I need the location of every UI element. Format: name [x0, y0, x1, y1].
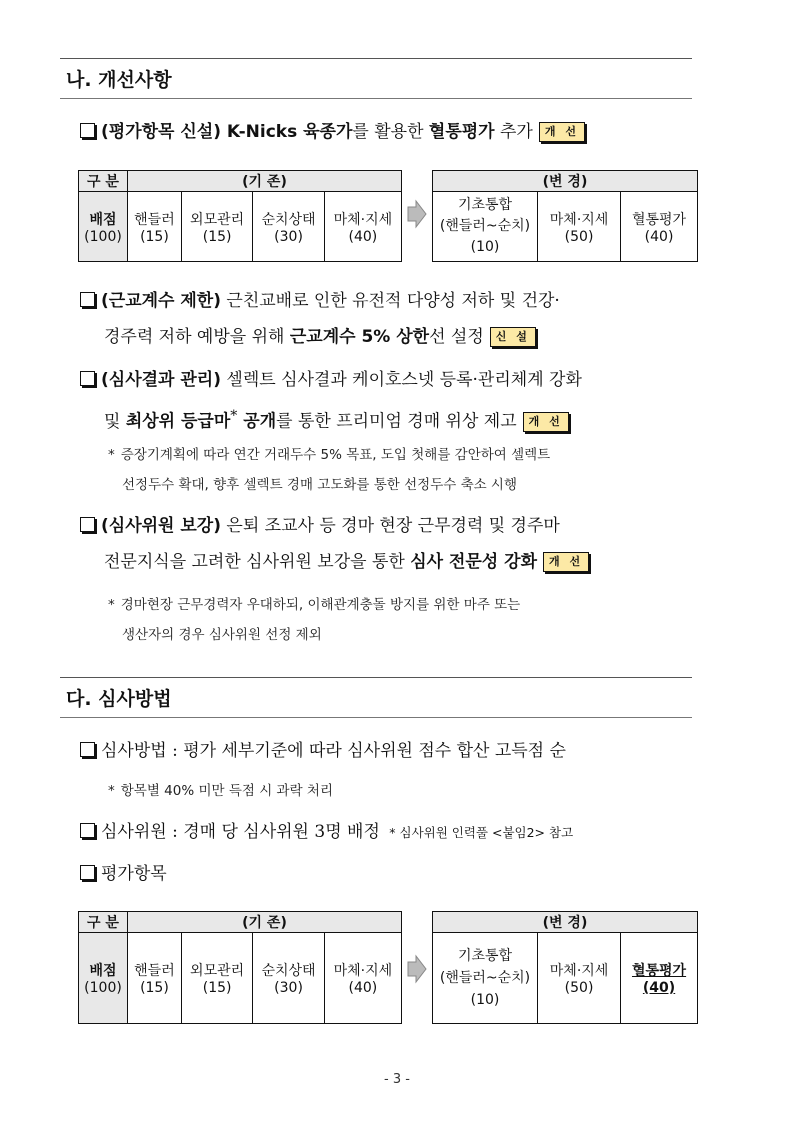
method-item-3: [80, 856, 702, 892]
score-cell: [79, 192, 128, 262]
note-asterisk: *: [108, 597, 115, 613]
note-text: 선정두수 확대, 향후 셀렉트 경매 고도화를 통한 선정두수 축소 시행: [122, 477, 518, 493]
item-text: 및: [104, 411, 126, 432]
col-name: 기초통합: [457, 197, 513, 213]
checkbox-bullet: [80, 292, 95, 307]
col-score: (40): [644, 228, 674, 245]
improvement-item-3: [80, 362, 702, 440]
badge-improve: 개 선: [543, 552, 589, 572]
item-bold: 최상위 등급마: [125, 411, 231, 432]
col-name: 혈통평가: [631, 211, 687, 228]
old-col-conformation: [324, 192, 401, 262]
score-total: (100): [84, 228, 122, 245]
col-score: (10): [470, 239, 500, 255]
table-gubun: 구 분: [79, 171, 128, 192]
col-name: 외모관리: [190, 211, 245, 228]
score-label: 배점: [89, 963, 117, 979]
col-score: (15): [140, 980, 169, 996]
new-col-basic: [433, 192, 538, 262]
new-col-basic: [433, 933, 538, 1024]
footnote-2: [108, 590, 703, 650]
col-name: 핸들러: [134, 963, 175, 979]
new-col-conformation: [538, 192, 621, 262]
footnote-mark: *: [230, 408, 238, 424]
new-col-pedigree-highlight: [621, 933, 698, 1024]
arrow-right-icon: [406, 954, 428, 984]
note-text: 증장기계획에 따라 연간 거래두수 5% 목표, 도입 첫해를 감안하여 셀렉트: [120, 447, 551, 463]
col-name: 마체·지세: [549, 211, 609, 228]
badge-new: 신 설: [490, 327, 536, 347]
col-score: (10): [470, 992, 500, 1008]
col-score: (30): [274, 980, 303, 996]
col-name: 마체·지세: [333, 211, 393, 228]
improvement-item-4: [80, 508, 702, 580]
new-col-pedigree: [621, 192, 698, 262]
note-asterisk: *: [108, 447, 115, 463]
item-bold: 심사 전문성 강화: [410, 552, 537, 572]
item-text: 를 통한 프리미엄 경매 위상 제고: [276, 411, 517, 432]
old-col-temper: [253, 192, 324, 262]
checkbox-bullet: [80, 517, 95, 532]
method-item-2: [80, 814, 702, 851]
old-col-handler: [128, 933, 182, 1024]
old-col-temper: [253, 933, 324, 1024]
col-name: 핸들러: [134, 211, 175, 228]
item-text: 평가항목: [101, 864, 167, 884]
col-name: 혈통평가: [631, 963, 687, 979]
col-score: (15): [202, 980, 232, 996]
checkbox-bullet: [80, 823, 95, 838]
item-text: 은퇴 조교사 등 경마 현장 근무경력 및 경주마: [221, 516, 560, 536]
item-text: 근친교배로 인한 유전적 다양성 저하 및 건강·: [221, 291, 560, 311]
item-lead: (심사결과 관리): [101, 370, 221, 390]
item-text: 전문지식을 고려한 심사위원 보강을 통한: [104, 552, 411, 572]
new-criteria-table: [432, 170, 698, 262]
improvement-item-1: [80, 114, 702, 150]
col-score: (40): [348, 980, 378, 996]
item-text: 심사위원 : 경매 당 심사위원 3명 배정: [101, 822, 380, 842]
arrow-right-icon: [406, 199, 428, 229]
old-col-conformation: [324, 933, 401, 1024]
col-name: 순치상태: [261, 211, 316, 228]
table-new-head: (변 경): [433, 912, 698, 933]
old-col-appearance: [181, 192, 252, 262]
item-text: 셀렉트 심사결과 케이호스넷 등록·관리체계 강화: [221, 370, 582, 390]
note-text: 경마현장 근무경력자 우대하되, 이해관계충돌 방지를 위한 마주 또는: [120, 597, 521, 613]
col-score: (40): [348, 228, 378, 245]
item-lead: (평가항목 신설) K-Nicks 육종가: [101, 122, 353, 142]
col-name: 마체·지세: [333, 963, 393, 979]
col-score: (50): [564, 228, 594, 245]
col-name: 순치상태: [261, 963, 316, 979]
old-criteria-table: [78, 170, 402, 262]
col-score: (15): [140, 228, 169, 245]
note-text: 생산자의 경우 심사위원 선정 제외: [122, 627, 322, 643]
old-col-appearance: [181, 933, 252, 1024]
col-name: 기초통합: [457, 948, 513, 964]
item-text: 선 설정: [429, 327, 484, 347]
item-text: 경주력 저하 예방을 위해: [104, 327, 290, 347]
col-score: (15): [202, 228, 232, 245]
item-bold: 근교계수 5% 상한: [289, 327, 430, 347]
section-heading-improvements: 나. 개선사항: [60, 58, 692, 99]
checkbox-bullet: [80, 742, 95, 757]
item-lead: (근교계수 제한): [101, 291, 221, 311]
badge-improve: 개 선: [523, 412, 569, 432]
old-col-handler: [128, 192, 182, 262]
item-bold: 공개: [237, 411, 277, 432]
method-item-2-note: * 심사위원 인력풀 <붙임2> 참고: [389, 825, 574, 840]
item-text: 추가: [494, 122, 533, 142]
col-sub: (핸들러~순치): [439, 970, 531, 986]
note-asterisk: *: [108, 783, 115, 799]
score-label: 배점: [89, 211, 117, 228]
improvement-item-2: [80, 283, 702, 355]
footnote-1: [108, 440, 703, 500]
table-new-head: (변 경): [433, 171, 698, 192]
item-lead: (심사위원 보강): [101, 516, 221, 536]
old-criteria-table-2: [78, 911, 402, 1024]
section-heading-method: 다. 심사방법: [60, 677, 692, 718]
table-old-head: (기 존): [128, 171, 402, 192]
method-note-1: [108, 776, 703, 806]
col-sub: (핸들러~순치): [439, 218, 531, 234]
badge-improve: 개 선: [539, 122, 585, 142]
checkbox-bullet: [80, 371, 95, 386]
new-col-conformation: [538, 933, 621, 1024]
checkbox-bullet: [80, 123, 95, 138]
score-total: (100): [84, 980, 122, 996]
checkbox-bullet: [80, 865, 95, 880]
score-cell: [79, 933, 128, 1024]
page-number: - 3 -: [384, 1072, 410, 1087]
method-item-1: [80, 733, 702, 769]
note-text: 항목별 40% 미만 득점 시 과락 처리: [120, 783, 333, 799]
item-bold: 혈통평가: [428, 122, 495, 142]
col-score: (30): [274, 228, 303, 245]
table-old-head: (기 존): [128, 912, 402, 933]
col-score: (50): [564, 980, 594, 996]
col-score: (40): [642, 980, 676, 996]
table-gubun: 구 분: [79, 912, 128, 933]
new-criteria-table-2: [432, 911, 698, 1024]
col-name: 마체·지세: [549, 963, 609, 979]
item-text: 심사방법 : 평가 세부기준에 따라 심사위원 점수 합산 고득점 순: [101, 741, 566, 761]
item-text: 를 활용한: [352, 122, 429, 142]
col-name: 외모관리: [190, 963, 245, 979]
